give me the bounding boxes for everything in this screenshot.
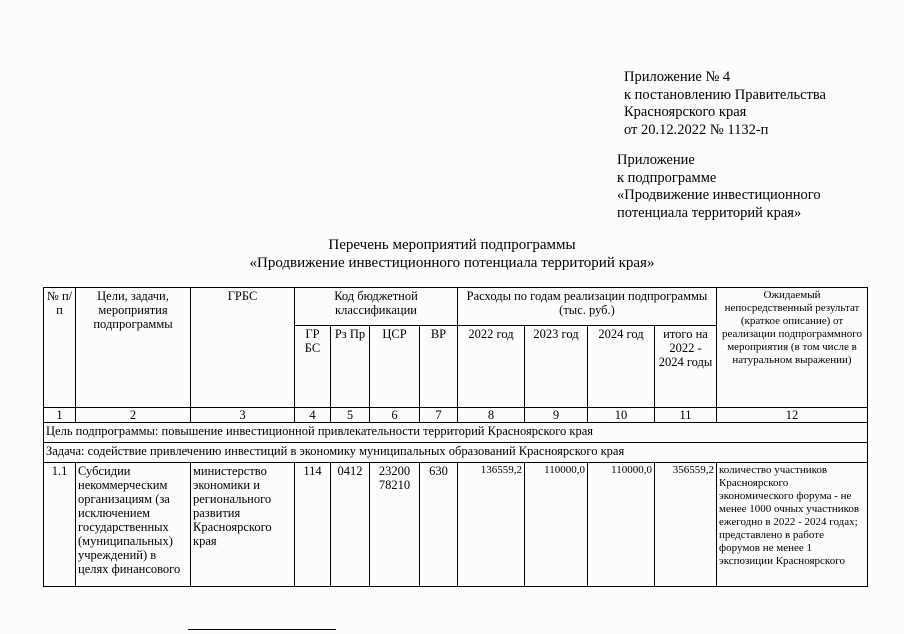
row-grbs: министерство экономики и регионального развития Красноярского края xyxy=(191,463,295,587)
appendix-main-header xyxy=(624,69,826,139)
header-expenses: Расходы по годам реализации подпрограммы (тыс. руб.) xyxy=(458,288,717,326)
header-2024: 2024 год xyxy=(588,326,655,408)
col-number: 8 xyxy=(458,408,525,423)
appendix-sub-header xyxy=(617,152,821,222)
col-number: 5 xyxy=(331,408,370,423)
title-line2: «Продвижение инвестиционного потенциала территорий края» xyxy=(249,255,655,271)
row-csr: 23200 78210 xyxy=(370,463,420,587)
row-2024: 110000,0 xyxy=(588,463,655,587)
row-2022: 136559,2 xyxy=(458,463,525,587)
appendix-main-line1: Приложение № 4 xyxy=(624,69,731,85)
appendix-main-line3: Красноярского края xyxy=(624,104,747,120)
row-result: количество участников Красноярского экономического форума - не менее 1000 очных участников ежегодно в 2022 - 2024 годах; представлено в работе форумов не менее 1 экспозиции Красноярского xyxy=(717,463,868,587)
appendix-sub-line1: Приложение xyxy=(617,152,695,168)
col-number: 9 xyxy=(525,408,588,423)
goal-text: Цель подпрограммы: повышение инвестиционной привлекательности территорий Красноярского края xyxy=(44,423,868,443)
row-2023: 110000,0 xyxy=(525,463,588,587)
appendix-main-line4: от 20.12.2022 № 1132-п xyxy=(624,121,769,138)
header-total: итого на 2022 - 2024 годы xyxy=(655,326,717,408)
header-num: № п/ п xyxy=(44,288,76,408)
table-row-1-1 xyxy=(44,463,868,587)
row-num: 1.1 xyxy=(44,463,76,587)
header-sub-grbs: ГР БС xyxy=(295,326,331,408)
col-number: 11 xyxy=(655,408,717,423)
row-total: 356559,2 xyxy=(655,463,717,587)
activities-table xyxy=(43,287,868,587)
row-grbs-code: 114 xyxy=(295,463,331,587)
header-2023: 2023 год xyxy=(525,326,588,408)
task-row xyxy=(44,443,868,463)
col-number: 12 xyxy=(717,408,868,423)
title-line1: Перечень мероприятий подпрограммы xyxy=(328,237,576,253)
header-row-1 xyxy=(44,288,868,326)
col-number: 2 xyxy=(76,408,191,423)
col-number: 6 xyxy=(370,408,420,423)
row-vr: 630 xyxy=(420,463,458,587)
header-goals: Цели, задачи, мероприятия подпрограммы xyxy=(76,288,191,408)
row-rzpr: 0412 xyxy=(331,463,370,587)
col-number: 4 xyxy=(295,408,331,423)
header-sub-rzpr: Рз Пр xyxy=(331,326,370,408)
header-2022: 2022 год xyxy=(458,326,525,408)
header-budget-code: Код бюджетной классификации xyxy=(295,288,458,326)
appendix-sub-line3: «Продвижение инвестиционного xyxy=(617,187,821,203)
document-title xyxy=(0,236,904,272)
col-number: 10 xyxy=(588,408,655,423)
appendix-sub-line4: потенциала территорий края» xyxy=(617,204,802,221)
row-name: Субсидии некоммерческим организациям (за исключением государственных (муниципальных) учреждений) в целях финансового xyxy=(76,463,191,587)
header-sub-csr: ЦСР xyxy=(370,326,420,408)
header-sub-vr: ВР xyxy=(420,326,458,408)
col-number: 7 xyxy=(420,408,458,423)
header-grbs: ГРБС xyxy=(191,288,295,408)
appendix-main-line2: к постановлению Правительства xyxy=(624,86,826,103)
col-number: 3 xyxy=(191,408,295,423)
column-numbers-row xyxy=(44,408,868,423)
appendix-sub-line2: к подпрограмме xyxy=(617,169,717,186)
goal-row xyxy=(44,423,868,443)
col-number: 1 xyxy=(44,408,76,423)
page-bottom-rule xyxy=(188,629,336,630)
task-text: Задача: содействие привлечению инвестиций в экономику муниципальных образований Красноярского края xyxy=(44,443,868,463)
header-result: Ожидаемый непосредственный результат (краткое описание) от реализации подпрограммного мероприятия (в том числе в натуральном выражении) xyxy=(717,288,868,408)
